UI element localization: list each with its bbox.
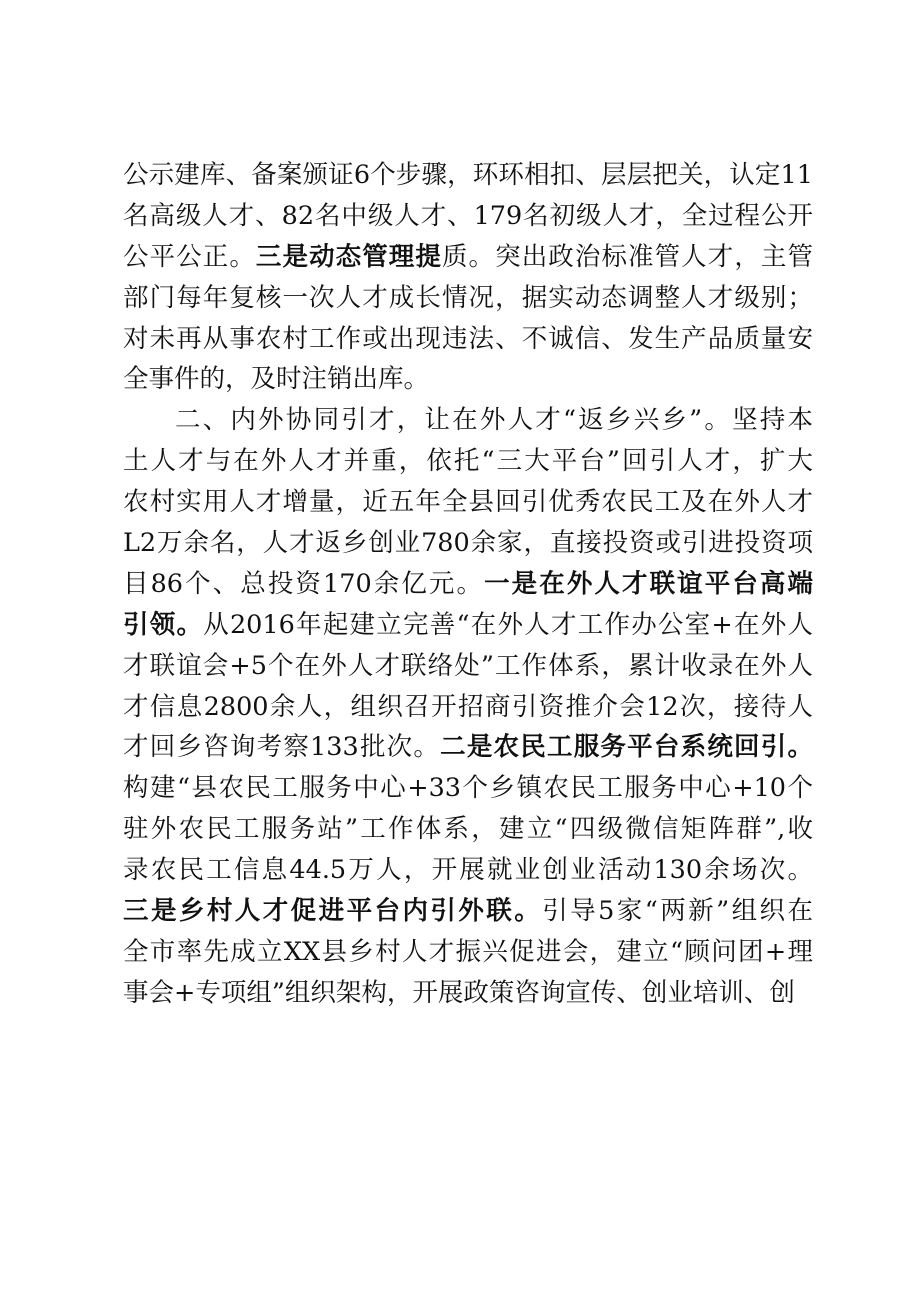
text-line [123,523,813,564]
text-line [123,605,813,646]
text-line [123,727,813,768]
text-line [123,319,813,360]
text-run: 全市率先成立XX县乡村人才振兴促进会，建立“顾问团+理 [123,936,813,967]
text-run: 录农民工信息44.5万人，开展就业创业活动130余场次。 [123,855,813,886]
text-run: 全事件的，及时注销出库。 [123,364,430,395]
text-run: 才信息2800余人，组织召开招商引资推介会12次，接待人 [123,691,813,722]
bold-heading-run: 三是乡村人才促进平台内引外联。 [123,896,543,927]
text-line [123,278,813,319]
bold-heading-run: 二是农民工服务平台系统回引。 [440,732,813,763]
text-run: 才回乡咨询考察133批次。 [123,732,441,763]
text-run: L2万余名，人才返乡创业780余家，直接投资或引进投资项 [123,528,813,559]
text-run: 构建“县农民工服务中心+33个乡镇农民工服务中心+10个 [123,773,813,804]
text-line [123,564,813,605]
bold-heading-run: 一是在外人才联谊平台高端 [484,568,813,599]
text-line [123,768,813,809]
text-line [123,850,813,891]
text-run: 质。突出政治标准管人才，主管 [441,241,813,272]
text-line [123,441,813,482]
text-run: 才联谊会+5个在外人才联络处”工作体系，累计收录在外人 [123,650,813,681]
text-line [123,237,813,278]
text-run: 引导5家“两新”组织在 [542,896,813,927]
paragraph [123,400,813,1013]
text-run: 驻外农民工服务站”工作体系，建立“四级微信矩阵群”,收 [123,814,813,845]
text-run: 土人才与在外人才并重，依托“三大平台”回引人才，扩大 [123,446,813,477]
text-line [123,687,813,728]
text-line [123,973,813,1014]
text-run: 事会+专项组”组织架构，开展政策咨询宣传、创业培训、创 [123,977,795,1008]
body-text [123,155,813,1014]
text-line [123,932,813,973]
text-run: 二、内外协同引才，让在外人才“返乡兴乡”。坚持本 [175,405,813,436]
text-run: 对未再从事农村工作或出现违法、不诚信、发生产品质量安 [123,323,813,354]
text-line [123,482,813,523]
bold-heading-run: 引领。 [123,609,204,640]
text-run: 部门每年复核一次人才成长情况，据实动态调整人才级别； [123,282,813,313]
text-line [123,359,813,400]
text-line [123,400,813,441]
text-line [123,196,813,237]
bold-heading-run: 三是动态管理提 [255,241,442,272]
text-run: 名高级人才、82名中级人才、179名初级人才，全过程公开 [123,200,813,231]
text-line [123,809,813,850]
text-run: 目86个、总投资170余亿元。 [123,568,485,599]
text-line [123,891,813,932]
text-line [123,155,813,196]
text-run: 公示建库、备案颁证6个步骤，环环相扣、层层把关，认定11 [123,160,813,190]
text-line [123,646,813,687]
text-run: 公平公正。 [123,241,256,272]
paragraph [123,155,813,400]
text-run: 农村实用人才增量，近五年全县回引优秀农民工及在外人才 [123,487,813,518]
text-run: 从2016年起建立完善“在外人才工作办公室+在外人 [203,609,813,640]
